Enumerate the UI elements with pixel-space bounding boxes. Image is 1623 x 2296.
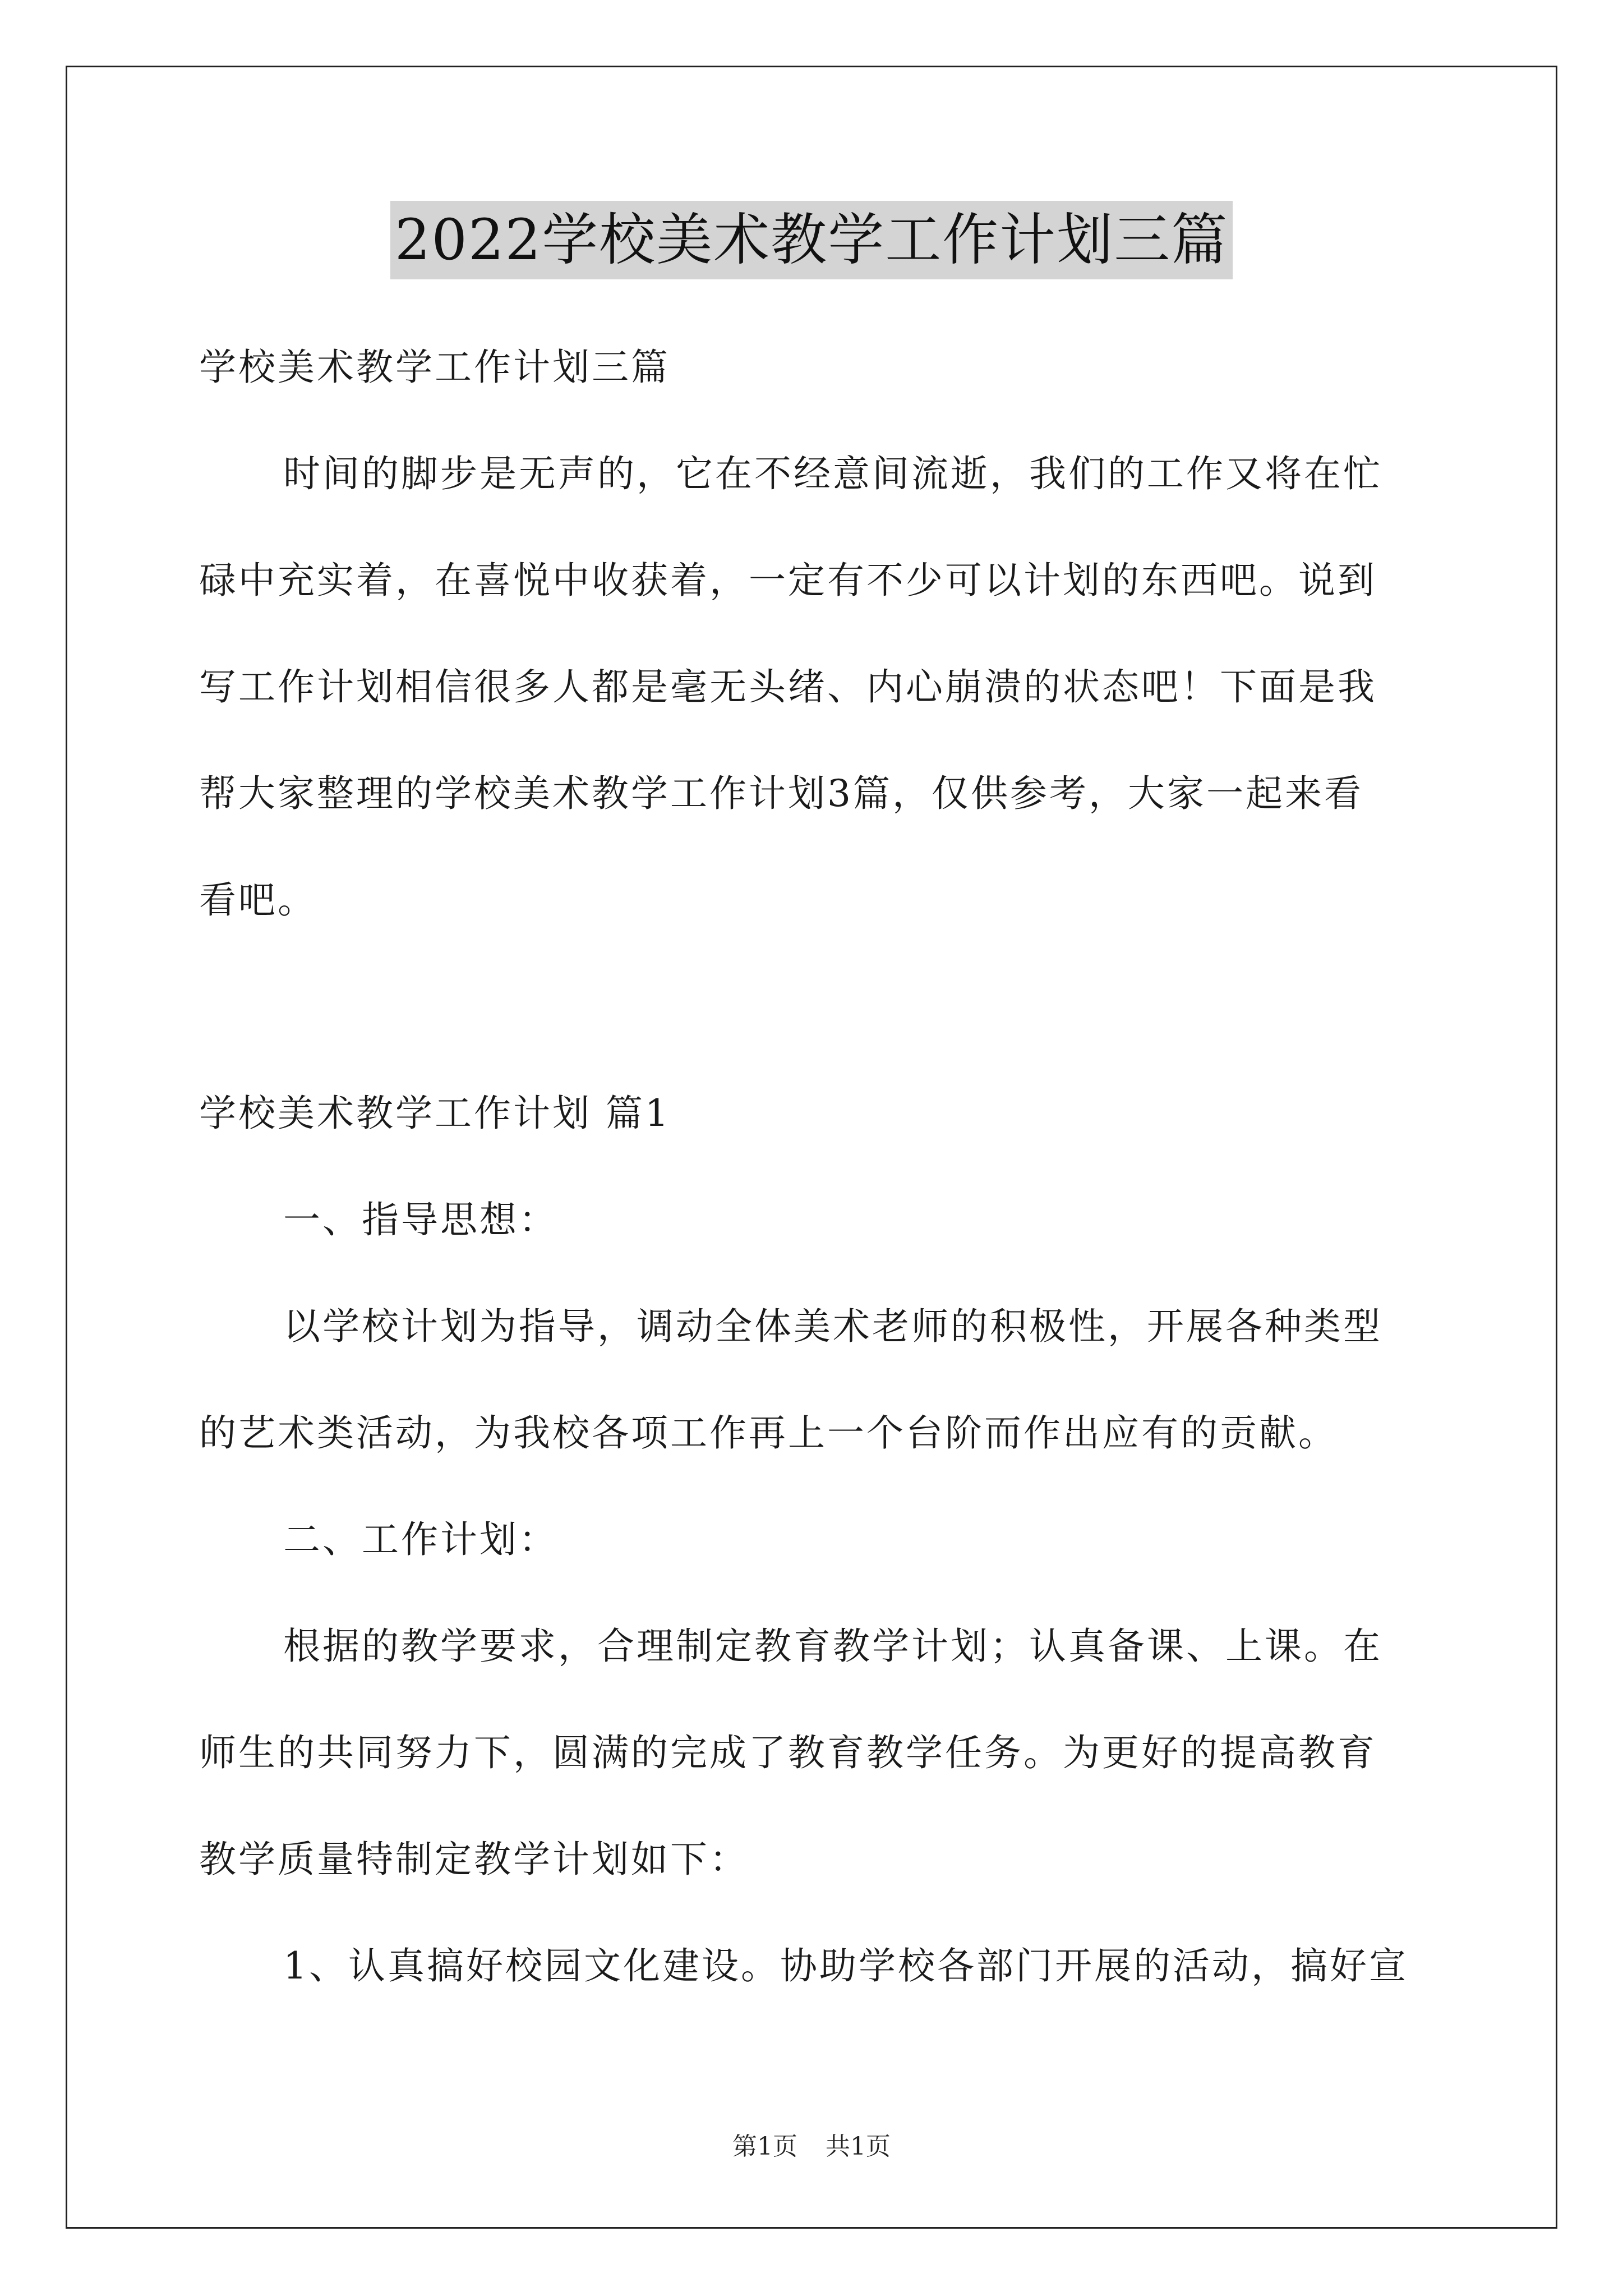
plan-line: 教学质量特制定教学计划如下： [199,1838,749,1881]
guiding-line: 的艺术类活动，为我校各项工作再上一个台阶而作出应有的贡献。 [199,1411,1338,1455]
guiding-line: 以学校计划为指导，调动全体美术老师的积极性，开展各种类型 [283,1305,1382,1348]
page-footer [0,2126,1623,2162]
section-heading: 学校美术教学工作计划 篇1 [199,1092,671,1135]
subtitle: 学校美术教学工作计划三篇 [199,346,670,389]
title-container [0,201,1623,279]
document-title: 2022学校美术教学工作计划三篇 [390,201,1233,279]
list-item: 1、认真搞好校园文化建设。协助学校各部门开展的活动，搞好宣 [283,1944,1408,1987]
plan-line: 根据的教学要求，合理制定教育教学计划；认真备课、上课。在 [283,1625,1382,1668]
intro-line: 写工作计划相信很多人都是毫无头绪、内心崩溃的状态吧！下面是我 [199,665,1377,708]
intro-line: 看吧。 [199,878,317,922]
page-total: 共1页 [826,2132,891,2161]
intro-line: 碌中充实着，在喜悦中收获着，一定有不少可以计划的东西吧。说到 [199,559,1377,602]
subheading-guiding: 一、指导思想： [283,1198,558,1241]
subheading-plan: 二、工作计划： [283,1518,558,1561]
page-number: 第1页 [732,2132,797,2161]
intro-line: 帮大家整理的学校美术教学工作计划3篇，仅供参考，大家一起来看 [199,772,1363,815]
intro-line: 时间的脚步是无声的，它在不经意间流逝，我们的工作又将在忙 [283,452,1382,495]
plan-line: 师生的共同努力下，圆满的完成了教育教学任务。为更好的提高教育 [199,1731,1377,1774]
